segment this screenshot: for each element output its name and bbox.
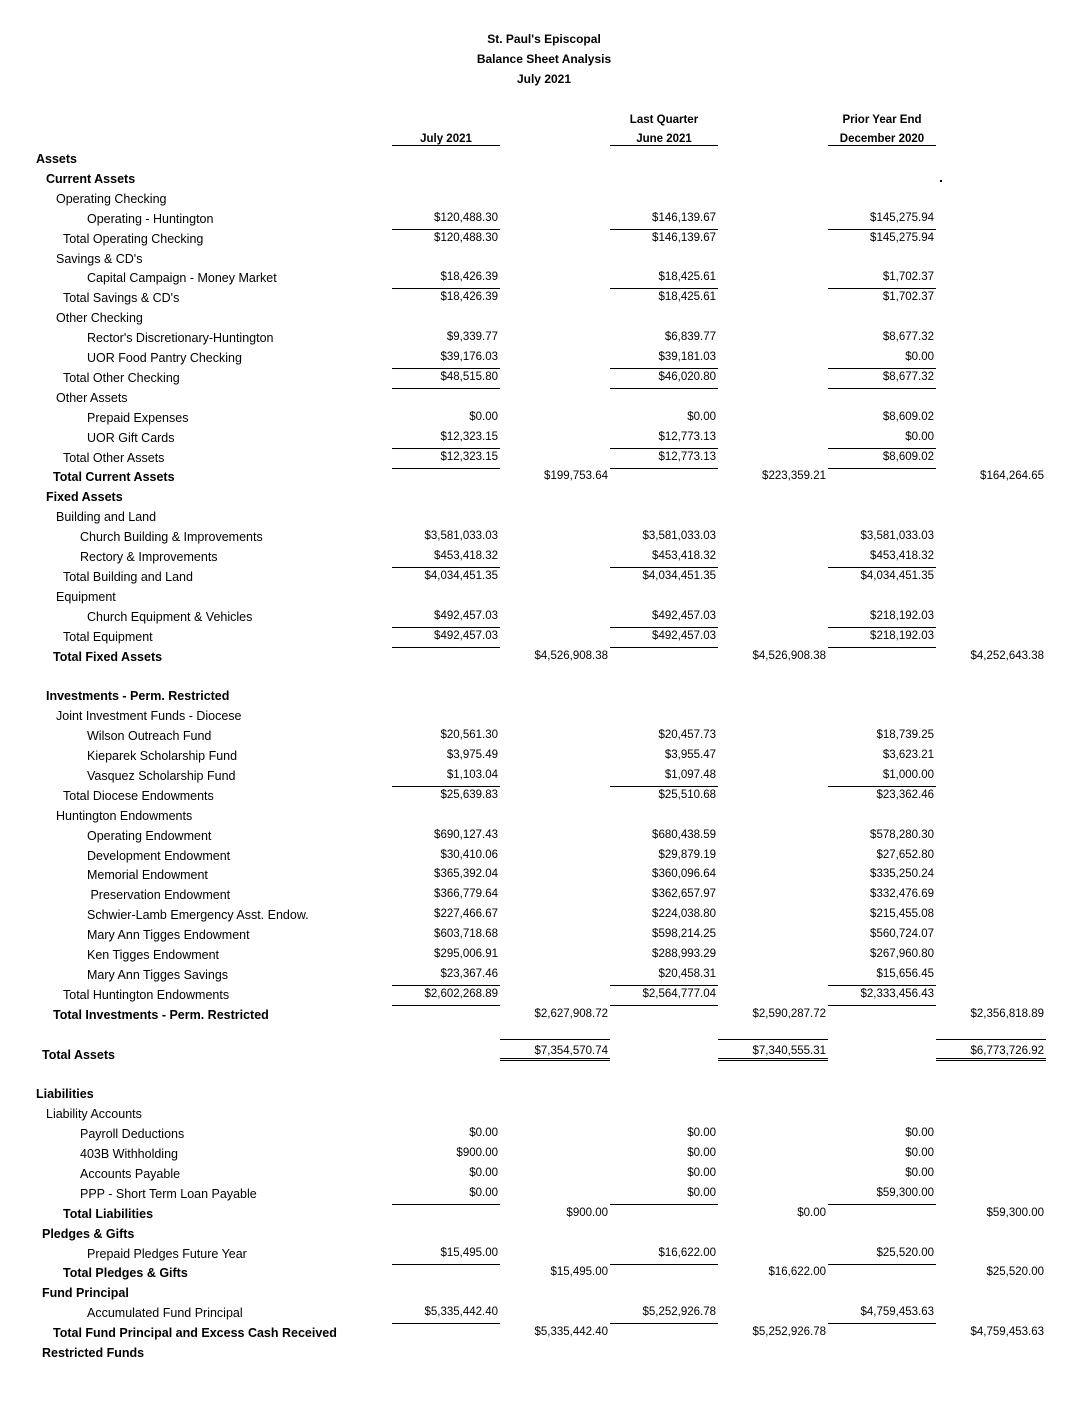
- total-cell-col3: $4,252,643.38: [970, 649, 1044, 662]
- value-cell-col1: $900.00: [456, 1147, 498, 1159]
- table-row: [0, 1167, 1088, 1186]
- table-row: [0, 490, 1088, 509]
- value-cell-col2: $3,581,033.03: [642, 530, 716, 543]
- table-row: [0, 172, 1088, 191]
- row-label: Fund Principal: [42, 1286, 129, 1301]
- value-cell-col3: $2,333,456.43: [828, 988, 936, 1006]
- table-row: [0, 212, 1088, 231]
- value-cell-col3: $3,623.21: [882, 749, 934, 761]
- table-row: [0, 1127, 1088, 1146]
- row-label: Capital Campaign - Money Market: [87, 271, 277, 286]
- row-label: Total Diocese Endowments: [63, 788, 214, 803]
- value-cell-col2: $288,993.29: [652, 948, 716, 960]
- value-cell-col1: $18,426.39: [392, 271, 500, 289]
- value-cell-col1: $20,561.30: [440, 729, 498, 742]
- table-row: [0, 1008, 1088, 1027]
- table-row: [0, 809, 1088, 828]
- value-cell-col1: $0.00: [392, 1187, 500, 1205]
- value-cell-col3: $27,652.80: [876, 848, 934, 861]
- value-cell-col2: $3,955.47: [664, 749, 716, 761]
- value-cell-col3: $8,609.02: [828, 451, 936, 469]
- total-cell-col1: $2,627,908.72: [534, 1007, 608, 1020]
- total-cell-col1: $4,526,908.38: [534, 649, 608, 662]
- value-cell-col1: $120,488.30: [392, 212, 500, 230]
- row-label: Total Savings & CD's: [63, 291, 180, 306]
- value-cell-col1: $12,323.15: [392, 431, 500, 449]
- value-cell-col3: $25,520.00: [828, 1247, 936, 1265]
- row-label: Restricted Funds: [42, 1346, 145, 1360]
- value-cell-col2: $5,252,926.78: [610, 1306, 718, 1324]
- value-cell-col3: $18,739.25: [876, 729, 934, 742]
- value-cell-col1: $1,103.04: [392, 769, 500, 787]
- table-row: [0, 331, 1088, 350]
- total-cell-col1: $5,335,442.40: [534, 1326, 608, 1339]
- value-cell-col1: $366,779.64: [434, 888, 498, 901]
- value-cell-col3: $23,362.46: [876, 788, 934, 801]
- table-row: [0, 948, 1088, 967]
- row-label: Total Equipment: [63, 629, 153, 644]
- value-cell-col3: $0.00: [905, 1147, 934, 1159]
- row-label: Accumulated Fund Principal: [87, 1306, 243, 1321]
- value-cell-col3: $578,280.30: [870, 828, 934, 841]
- value-cell-col2: $0.00: [687, 1166, 716, 1179]
- value-cell-col1: $4,034,451.35: [424, 569, 498, 582]
- table-row: [0, 1346, 1088, 1365]
- row-label: Church Building & Improvements: [80, 530, 263, 545]
- table-row: [0, 152, 1088, 171]
- table-row: [0, 630, 1088, 649]
- row-label: Assets: [36, 152, 77, 166]
- value-cell-col1: $23,367.46: [392, 968, 500, 986]
- value-cell-col3: $1,702.37: [882, 291, 934, 304]
- value-cell-col2: $18,425.61: [610, 271, 718, 289]
- table-row: [0, 271, 1088, 290]
- value-cell-col1: $603,718.68: [434, 928, 498, 941]
- value-cell-col1: $9,339.77: [446, 331, 498, 344]
- value-cell-col3: $0.00: [828, 351, 936, 369]
- row-label: Operating - Huntington: [87, 211, 214, 226]
- row-label: Investments - Perm. Restricted: [46, 689, 230, 704]
- row-label: Schwier-Lamb Emergency Asst. Endow.: [87, 908, 309, 923]
- value-cell-col3: $3,581,033.03: [860, 530, 934, 543]
- table-row: [0, 371, 1088, 390]
- value-cell-col2: $0.00: [687, 1127, 716, 1140]
- row-label: Kieparek Scholarship Fund: [87, 749, 238, 763]
- value-cell-col3: $215,455.08: [870, 908, 934, 921]
- value-cell-col2: $0.00: [610, 1187, 718, 1205]
- row-label: Accounts Payable: [80, 1166, 181, 1181]
- value-cell-col2: $360,096.64: [652, 868, 716, 881]
- value-cell-col3: $218,192.03: [828, 630, 936, 648]
- table-row: [0, 709, 1088, 728]
- table-row: [0, 968, 1088, 987]
- value-cell-col1: $5,335,442.40: [392, 1306, 500, 1324]
- value-cell-col2: $224,038.80: [652, 908, 716, 921]
- value-cell-col2: $492,457.03: [610, 630, 718, 648]
- value-cell-col2: $18,425.61: [658, 291, 716, 304]
- table-row: [0, 1187, 1088, 1206]
- table-row: [0, 769, 1088, 788]
- total-cell-col3: $6,773,726.92: [936, 1039, 1046, 1061]
- row-label: Payroll Deductions: [80, 1127, 185, 1142]
- row-label: Total Other Assets: [63, 450, 165, 465]
- total-cell-col2: $0.00: [797, 1206, 826, 1219]
- value-cell-col2: $146,139.67: [652, 231, 716, 244]
- row-label: Prepaid Pledges Future Year: [87, 1246, 247, 1261]
- table-row: [0, 988, 1088, 1007]
- table-row: [0, 650, 1088, 669]
- row-label: Total Assets: [42, 1047, 115, 1062]
- row-label: PPP - Short Term Loan Payable: [80, 1186, 257, 1201]
- total-cell-col2: $7,340,555.31: [718, 1039, 828, 1061]
- table-row: [0, 391, 1088, 410]
- total-cell-col3: $164,264.65: [980, 470, 1044, 483]
- value-cell-col1: $0.00: [469, 410, 498, 423]
- row-label: Preservation Endowment: [87, 888, 231, 903]
- row-label: Rector's Discretionary-Huntington: [87, 331, 274, 346]
- col3-header-line2: December 2020: [828, 133, 936, 146]
- value-cell-col2: $16,622.00: [610, 1247, 718, 1265]
- value-cell-col1: $120,488.30: [434, 231, 498, 244]
- total-cell-col2: $223,359.21: [762, 470, 826, 483]
- row-label: Current Assets: [46, 171, 136, 186]
- row-label: Total Fund Principal and Excess Cash Received: [53, 1326, 337, 1341]
- value-cell-col3: $1,702.37: [828, 271, 936, 289]
- report-period: July 2021: [516, 72, 572, 86]
- value-cell-col2: $0.00: [687, 1147, 716, 1159]
- total-cell-col2: $2,590,287.72: [752, 1007, 826, 1020]
- value-cell-col3: $15,656.45: [828, 968, 936, 986]
- row-label: Savings & CD's: [56, 251, 143, 266]
- row-label: Wilson Outreach Fund: [87, 729, 212, 744]
- value-cell-col1: $3,581,033.03: [424, 530, 498, 543]
- value-cell-col2: $362,657.97: [652, 888, 716, 901]
- total-cell-col1: $900.00: [566, 1206, 608, 1219]
- table-row: [0, 908, 1088, 927]
- table-row: [0, 510, 1088, 529]
- table-row: [0, 1266, 1088, 1285]
- value-cell-col3: $560,724.07: [870, 928, 934, 941]
- row-label: Operating Checking: [56, 191, 167, 206]
- table-row: [0, 1087, 1088, 1106]
- report-name: Balance Sheet Analysis: [476, 52, 612, 66]
- value-cell-col2: $20,458.31: [610, 968, 718, 986]
- value-cell-col2: $4,034,451.35: [642, 569, 716, 582]
- total-cell-col1: $15,495.00: [550, 1266, 608, 1279]
- row-label: Development Endowment: [87, 848, 231, 863]
- value-cell-col1: $12,323.15: [392, 451, 500, 469]
- value-cell-col2: $598,214.25: [652, 928, 716, 941]
- row-label: Equipment: [56, 589, 116, 604]
- row-label: Mary Ann Tigges Savings: [87, 967, 229, 982]
- row-label: Joint Investment Funds - Diocese: [56, 709, 242, 724]
- row-label: Total Investments - Perm. Restricted: [53, 1007, 269, 1022]
- value-cell-col1: $15,495.00: [392, 1247, 500, 1265]
- row-label: Mary Ann Tigges Endowment: [87, 928, 250, 943]
- table-row: [0, 1227, 1088, 1246]
- row-label: Total Building and Land: [63, 569, 193, 584]
- value-cell-col2: $12,773.13: [610, 431, 718, 449]
- value-cell-col3: $4,034,451.35: [860, 569, 934, 582]
- table-row: [0, 868, 1088, 887]
- table-row: [0, 252, 1088, 271]
- value-cell-col3: $332,476.69: [870, 888, 934, 901]
- table-row: [0, 1107, 1088, 1126]
- value-cell-col2: $25,510.68: [658, 788, 716, 801]
- value-cell-col1: $0.00: [469, 1166, 498, 1179]
- table-row: [0, 1247, 1088, 1266]
- value-cell-col3: $335,250.24: [870, 868, 934, 881]
- value-cell-col2: $0.00: [687, 410, 716, 423]
- value-cell-col1: $18,426.39: [440, 291, 498, 304]
- value-cell-col2: $1,097.48: [610, 769, 718, 787]
- value-cell-col2: $146,139.67: [610, 212, 718, 230]
- table-row: [0, 610, 1088, 629]
- value-cell-col1: $492,457.03: [392, 630, 500, 648]
- value-cell-col2: $12,773.13: [610, 451, 718, 469]
- value-cell-col2: $46,020.80: [610, 371, 718, 389]
- value-cell-col2: $680,438.59: [652, 828, 716, 841]
- row-label: UOR Gift Cards: [87, 430, 175, 445]
- row-label: Operating Endowment: [87, 828, 212, 843]
- value-cell-col1: $295,006.91: [434, 948, 498, 960]
- row-label: Building and Land: [56, 510, 157, 525]
- row-label: Total Fixed Assets: [53, 649, 163, 664]
- value-cell-col2: $20,457.73: [658, 729, 716, 742]
- org-name: St. Paul's Episcopal: [487, 32, 601, 46]
- row-label: Pledges & Gifts: [42, 1226, 135, 1241]
- row-label: Vasquez Scholarship Fund: [87, 768, 236, 783]
- table-row: [0, 431, 1088, 450]
- row-label: Huntington Endowments: [56, 808, 193, 823]
- table-row: [0, 1044, 1088, 1067]
- row-label: Total Pledges & Gifts: [63, 1266, 188, 1281]
- row-label: Total Current Assets: [53, 470, 175, 485]
- table-row: [0, 590, 1088, 609]
- table-row: [0, 1286, 1088, 1305]
- row-label: Other Checking: [56, 311, 143, 326]
- total-cell-col2: $16,622.00: [768, 1266, 826, 1279]
- value-cell-col2: $453,418.32: [610, 550, 718, 568]
- table-row: [0, 451, 1088, 470]
- total-cell-col1: $199,753.64: [544, 470, 608, 483]
- table-row: [0, 1147, 1088, 1166]
- row-label: Total Other Checking: [63, 370, 180, 385]
- value-cell-col1: $48,515.80: [392, 371, 500, 389]
- value-cell-col1: $227,466.67: [434, 908, 498, 921]
- value-cell-col3: $0.00: [828, 431, 936, 449]
- value-cell-col3: $8,677.32: [882, 331, 934, 344]
- col3-header-line1: Prior Year End: [842, 114, 922, 126]
- row-label: Church Equipment & Vehicles: [87, 609, 253, 624]
- row-label: 403B Withholding: [80, 1147, 178, 1161]
- value-cell-col1: $453,418.32: [392, 550, 500, 568]
- value-cell-col2: $492,457.03: [610, 610, 718, 628]
- row-label: Liabilities: [36, 1087, 94, 1102]
- value-cell-col2: $29,879.19: [658, 848, 716, 861]
- total-cell-col3: $2,356,818.89: [970, 1007, 1044, 1020]
- row-label: Total Huntington Endowments: [63, 987, 230, 1002]
- table-row: [0, 1207, 1088, 1226]
- row-label: Liability Accounts: [46, 1107, 142, 1122]
- row-label: Total Liabilities: [63, 1206, 154, 1221]
- table-row: [0, 928, 1088, 947]
- spacer-row: [0, 669, 1088, 688]
- value-cell-col1: $492,457.03: [392, 610, 500, 628]
- value-cell-col3: $4,759,453.63: [828, 1306, 936, 1324]
- table-row: [0, 232, 1088, 251]
- value-cell-col1: $39,176.03: [392, 351, 500, 369]
- value-cell-col3: $453,418.32: [828, 550, 936, 568]
- value-cell-col1: $30,410.06: [440, 848, 498, 861]
- total-cell-col1: $7,354,570.74: [500, 1039, 610, 1061]
- value-cell-col1: $2,602,268.89: [392, 988, 500, 1006]
- total-cell-col3: $25,520.00: [986, 1266, 1044, 1279]
- col2-header-line2: June 2021: [610, 133, 718, 146]
- table-row: [0, 291, 1088, 310]
- table-row: [0, 1326, 1088, 1345]
- value-cell-col3: $218,192.03: [828, 610, 936, 628]
- value-cell-col3: $8,677.32: [828, 371, 936, 389]
- table-row: [0, 689, 1088, 708]
- table-row: [0, 311, 1088, 330]
- value-cell-col3: $1,000.00: [828, 769, 936, 787]
- total-cell-col2: $5,252,926.78: [752, 1326, 826, 1339]
- row-label: Rectory & Improvements: [80, 550, 218, 564]
- value-cell-col3: $0.00: [905, 1127, 934, 1140]
- value-cell-col3: $0.00: [905, 1166, 934, 1179]
- value-cell-col2: $6,839.77: [664, 331, 716, 344]
- value-cell-col2: $2,564,777.04: [610, 988, 718, 1006]
- value-cell-col1: $690,127.43: [434, 828, 498, 841]
- table-row: [0, 530, 1088, 549]
- table-row: [0, 749, 1088, 768]
- table-row: [0, 829, 1088, 848]
- value-cell-col1: $365,392.04: [434, 868, 498, 881]
- table-row: [0, 570, 1088, 589]
- row-label: UOR Food Pantry Checking: [87, 351, 242, 365]
- table-row: [0, 789, 1088, 808]
- col2-header-line1: Last Quarter: [629, 114, 699, 126]
- total-cell-col3: $4,759,453.63: [970, 1326, 1044, 1339]
- table-row: [0, 192, 1088, 211]
- row-label: Ken Tigges Endowment: [87, 948, 220, 962]
- table-row: [0, 729, 1088, 748]
- value-cell-col3: $59,300.00: [828, 1187, 936, 1205]
- row-label: Other Assets: [56, 390, 128, 405]
- table-row: [0, 550, 1088, 569]
- value-cell-col3: $145,275.94: [828, 212, 936, 230]
- value-cell-col1: $3,975.49: [446, 749, 498, 761]
- row-label: Memorial Endowment: [87, 868, 208, 883]
- table-row: [0, 351, 1088, 370]
- col1-header-line2: July 2021: [392, 133, 500, 146]
- table-row: [0, 888, 1088, 907]
- table-row: [0, 849, 1088, 868]
- value-cell-col3: $145,275.94: [870, 231, 934, 244]
- value-cell-col3: $267,960.80: [870, 948, 934, 960]
- value-cell-col3: $8,609.02: [882, 410, 934, 423]
- total-cell-col3: $59,300.00: [986, 1206, 1044, 1219]
- table-row: [0, 411, 1088, 430]
- value-cell-col2: $39,181.03: [610, 351, 718, 369]
- value-cell-col1: $0.00: [469, 1127, 498, 1140]
- spacer-row: [0, 1067, 1088, 1086]
- table-row: [0, 470, 1088, 489]
- row-label: Prepaid Expenses: [87, 410, 189, 425]
- value-cell-col1: $25,639.83: [440, 788, 498, 801]
- row-label: Total Operating Checking: [63, 231, 204, 246]
- total-cell-col2: $4,526,908.38: [752, 649, 826, 662]
- table-row: [0, 1306, 1088, 1325]
- row-label: Fixed Assets: [46, 490, 123, 505]
